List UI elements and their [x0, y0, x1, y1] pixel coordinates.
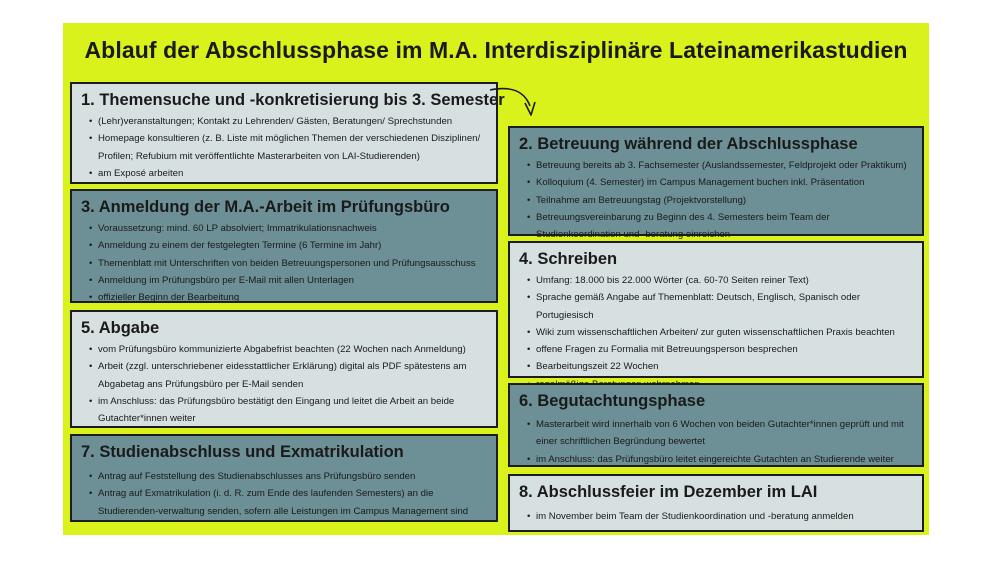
list-item: • am Exposé arbeiten	[89, 165, 488, 182]
section-2-box	[508, 126, 924, 241]
list-item: • Anmeldung zu einem der festgelegten Termine (6 Termine im Jahr)	[89, 237, 488, 254]
section-8-list	[519, 508, 914, 525]
list-item: • Wiki zum wissenschaftlichen Arbeiten/ zur guten wissenschaftlichen Praxis beachten	[527, 324, 914, 341]
curved-arrow-icon	[488, 84, 548, 124]
section-3-list	[81, 220, 488, 306]
section-4-box	[508, 241, 924, 378]
section-4-list	[519, 272, 914, 393]
section-1-heading: 1. Themensuche und -konkretisierung bis 3. Semester	[81, 91, 505, 109]
section-2-list	[519, 157, 914, 243]
list-item: • Arbeit (zzgl. unterschriebener eidesstattlicher Erklärung) digital als PDF spätestens am Abgabetag ans Prüfungsbüro per E-Mail senden	[89, 358, 488, 393]
section-7-box	[70, 434, 498, 522]
list-item: • Umfang: 18.000 bis 22.000 Wörter (ca. 60-70 Seiten reiner Text)	[527, 272, 914, 289]
section-4-heading: 4. Schreiben	[519, 250, 618, 268]
section-3-heading: 3. Anmeldung der M.A.-Arbeit im Prüfungsbüro	[81, 198, 450, 216]
list-item: • (Lehr)veranstaltungen; Kontakt zu Lehrenden/ Gästen, Beratungen/ Sprechstunden	[89, 113, 488, 130]
section-1-box	[70, 82, 505, 184]
section-6-list	[519, 416, 914, 468]
section-7-list	[81, 468, 488, 520]
section-8-box	[508, 474, 924, 532]
list-item: • Voraussetzung: mind. 60 LP absolviert; Immatrikulationsnachweis	[89, 220, 488, 237]
list-item: • offene Fragen zu Formalia mit Betreuungsperson besprechen	[527, 341, 914, 358]
list-item: • vom Prüfungsbüro kommunizierte Abgabefrist beachten (22 Wochen nach Anmeldung)	[89, 341, 488, 358]
list-item: • Anmeldung im Prüfungsbüro per E-Mail mit allen Unterlagen	[89, 272, 488, 289]
list-item: • im Anschluss: das Prüfungsbüro bestätigt den Eingang und leitet die Arbeit an beide Gutachter*innen weiter	[89, 393, 488, 428]
section-5-box	[70, 310, 498, 428]
section-6-box	[508, 383, 924, 467]
section-6-heading: 6. Begutachtungsphase	[519, 392, 706, 410]
list-item: • offizieller Beginn der Bearbeitung	[89, 289, 488, 306]
list-item: • Homepage konsultieren (z. B. Liste mit möglichen Themen der verschiedenen Disziplinen/ Profilen; Refubium mit veröffentlichte Masterarbeiten von LAI-Studierenden)	[89, 130, 488, 165]
list-item: • Betreuungsvereinbarung zu Beginn des 4. Semesters beim Team der Studienkoordination und -beratung einreichen	[527, 209, 914, 244]
list-item: • Bearbeitungszeit 22 Wochen	[527, 358, 914, 375]
section-5-heading: 5. Abgabe	[81, 319, 160, 337]
list-item: • Teilnahme am Betreuungstag (Projektvorstellung)	[527, 192, 914, 209]
list-item: • Antrag auf Feststellung des Studienabschlusses ans Prüfungsbüro senden	[89, 468, 488, 485]
list-item: • im November beim Team der Studienkoordination und -beratung anmelden	[527, 508, 914, 525]
list-item: • Themenblatt mit Unterschriften von beiden Betreuungspersonen und Prüfungsausschuss	[89, 255, 488, 272]
list-item: • Masterarbeit wird innerhalb von 6 Wochen von beiden Gutachter*innen geprüft und mit einer schriftlichen Begründung bewertet	[527, 416, 914, 451]
list-item: • Antrag auf Exmatrikulation (i. d. R. zum Ende des laufenden Semesters) an die Studierenden-verwaltung senden, sofern alle Leistungen im Campus Management sind	[89, 485, 488, 520]
list-item: • im Anschluss: das Prüfungsbüro leitet eingereichte Gutachten an Studierende weiter	[527, 451, 914, 468]
section-5-list	[81, 341, 488, 427]
section-1-list	[81, 113, 488, 182]
section-8-heading: 8. Abschlussfeier im Dezember im LAI	[519, 483, 818, 501]
page-title: Ablauf der Abschlussphase im M.A. Interdisziplinäre Lateinamerikastudien	[84, 37, 908, 63]
section-3-box	[70, 189, 498, 303]
section-2-heading: 2. Betreuung während der Abschlussphase	[519, 135, 858, 153]
section-7-heading: 7. Studienabschluss und Exmatrikulation	[81, 443, 404, 461]
list-item: • Kolloquium (4. Semester) im Campus Management buchen inkl. Präsentation	[527, 174, 914, 191]
list-item: • Betreuung bereits ab 3. Fachsemester (Auslandssemester, Feldprojekt oder Praktikum)	[527, 157, 914, 174]
list-item: • Sprache gemäß Angabe auf Themenblatt: Deutsch, Englisch, Spanisch oder Portugiesisch	[527, 289, 914, 324]
